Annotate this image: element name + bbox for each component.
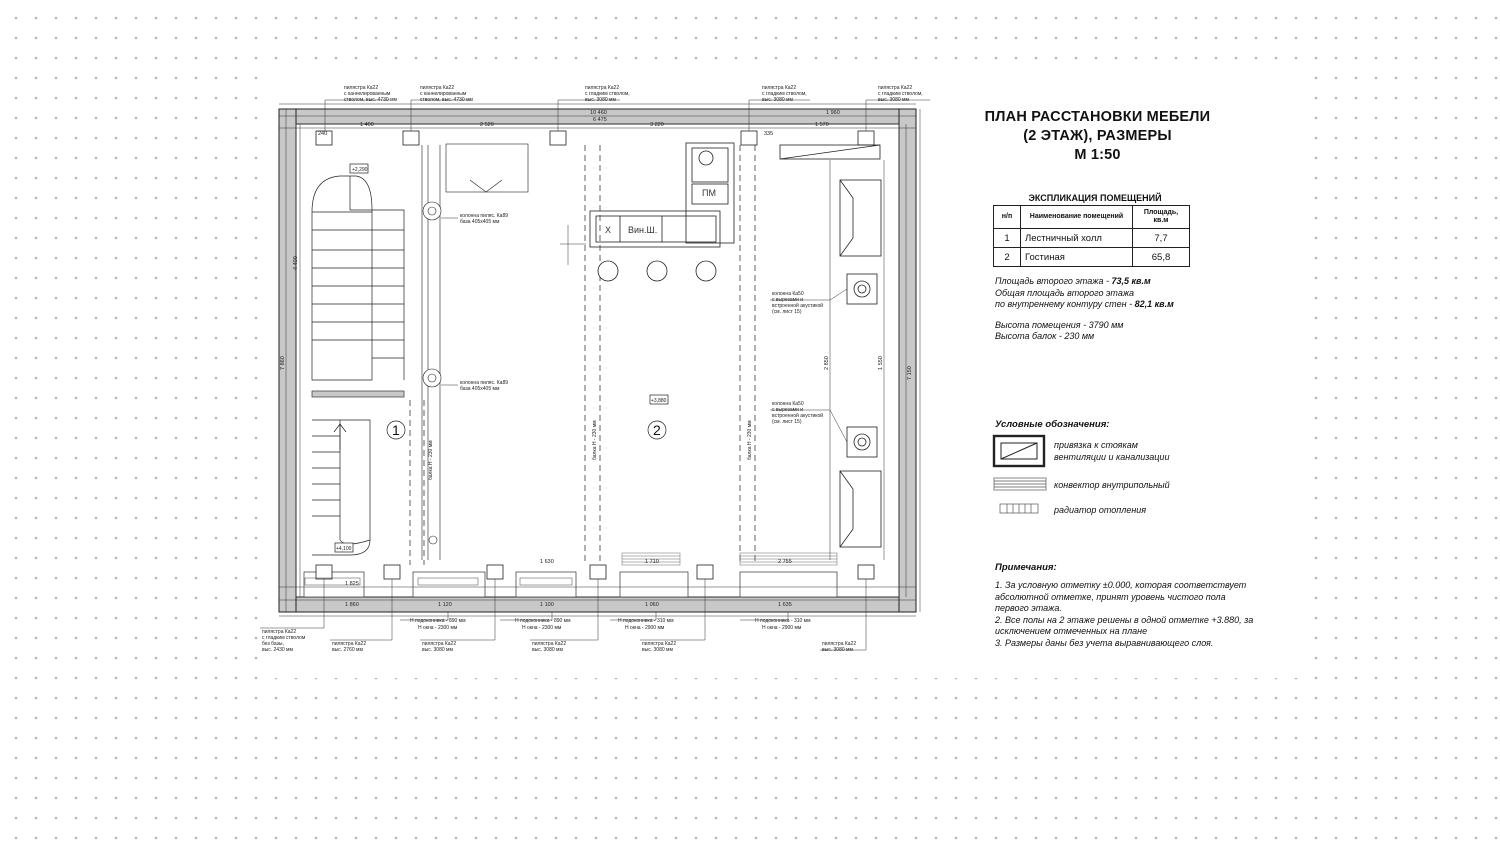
room-2-marker: 2 [653,422,661,438]
window-note-4: Н окна - 2900 мм [762,625,802,631]
row-name: Лестничный холл [1021,229,1133,248]
room-1-marker: 1 [392,422,400,438]
pilaster-note-bottom-4: пилястра Ка22 [532,641,567,647]
pilaster-note-bottom-1d: выс. 2430 мм [262,647,293,653]
pilaster-note-4b: с гладким стволом, [762,91,807,97]
header-num: н/п [994,206,1021,229]
pilaster-note-bottom-3b: выс. 3080 мм [422,647,453,653]
pilaster-note-bottom-4b: выс. 3080 мм [532,647,563,653]
dim-middle: 2 520 [480,122,494,128]
legend-item-1-line-1: привязка к стоякам [1054,440,1138,450]
sill-note-2: Н подоконника - 890 мм [515,618,571,624]
explication-table [993,205,1190,267]
beam-label-1: балка Н - 230 мм [428,440,434,480]
title-line-2: (2 ЭТАЖ), РАЗМЕРЫ [1023,128,1172,144]
pilaster-note-3b: с гладким стволом, [585,91,630,97]
pilaster-note-5: пилястра Ка22 [878,85,913,91]
column-note-right-b: колонна Ка50 [772,401,804,407]
pilaster-note-5b: с гладким стволом, [878,91,923,97]
beam-label-3: балка Н - 230 мм [747,420,753,460]
column-note-right-b2: с вырезами и [772,407,804,413]
dim-wall: 240 [318,131,328,137]
total-area-label-1: Общая площадь второго этажа [995,287,1135,298]
pilaster-note-2b: с каннелированным [420,91,467,97]
window-note-3: Н окна - 2900 мм [625,625,665,631]
column-note-right-b3: встроенной акустикой [772,413,824,419]
pilaster-note-1: пилястра Ка22 [344,85,379,91]
pilaster-note-bottom-2: пилястра Ка22 [332,641,367,647]
dim-h3: 1 550 [878,356,884,370]
staircase [312,176,404,555]
dim-h2: 2 850 [824,356,830,370]
pilaster-note-1c: стволом, выс. 4730 мм [344,97,397,103]
pilaster-note-bottom-5b: выс. 3080 мм [642,647,673,653]
column-note-mid-base: база 405х405 мм [460,386,500,392]
room-height: Высота помещения - 3790 мм [995,319,1124,330]
dishwasher-label: ПМ [702,188,716,198]
note-item-2: 2. Все полы на 2 этаже решены в одной отметке +3.880, за исключением отмеченных на плане [995,614,1254,636]
dim-mid2: 3 220 [650,122,664,128]
level-main: +3,880 [651,398,667,404]
pilasters [316,131,874,579]
dim-bottom-1: 1 825 [345,581,359,587]
notes-list [995,580,1255,649]
beam-height: Высота балок - 230 мм [995,331,1095,341]
pilaster-note-4c: выс. 3080 мм [762,97,793,103]
header-name: Наименование помещений [1021,206,1133,229]
dim-overall: 10 460 [590,110,607,116]
title-line-1: ПЛАН РАССТАНОВКИ МЕБЕЛИ [984,109,1211,125]
dim-bottom-2: 1 120 [438,602,452,608]
table-row [994,229,1190,248]
dim-bottom-6: 1 630 [540,559,554,565]
dim-left-total: 7 860 [280,356,286,370]
ventilation-riser-icon [994,436,1044,466]
row-area: 7,7 [1133,229,1190,248]
pilaster-note-bottom-1c: без базы, [262,641,284,647]
pilaster-note-bottom-6: пилястра Ка22 [822,641,857,647]
column-note-mid: колонна пиляс. Ка89 [460,380,509,386]
row-num: 2 [994,248,1021,267]
row-name: Гостиная [1021,248,1133,267]
fridge-label: Х [605,225,612,235]
dim-wall2: 335 [764,131,774,137]
table-header-row [994,206,1190,229]
floor-area-label: Площадь второго этажа - [995,276,1112,286]
window-note-1: Н окна - 2300 мм [418,625,458,631]
column-note-right-2: с вырезами и [772,297,804,303]
level-stair-top: +2,290 [352,167,368,173]
legend-title: Условные обозначения: [995,419,1110,430]
level-stair-bottom: +4,100 [336,546,352,552]
total-area-line [995,299,1174,311]
legend-item-2: конвектор внутрипольный [1054,480,1170,490]
column-note-top-base: база 405х405 мм [460,219,500,225]
kitchen-block [590,143,734,281]
area-notes [995,276,1174,343]
dim-left-part: 1 400 [360,122,374,128]
sill-note-3: Н подоконника - 310 мм [618,618,674,624]
pilaster-note-bottom-3: пилястра Ка22 [422,641,457,647]
column-note-right: колонна Ка50 [772,291,804,297]
pilaster-note-bottom-2b: выс. 2760 мм [332,647,363,653]
dim-bottom-8: 2 755 [778,559,792,565]
dim-bottom-3: 1 100 [540,602,554,608]
pilaster-note-3c: выс. 3080 мм [585,97,616,103]
beams [410,145,755,565]
dim-right-total: 1 960 [826,110,840,116]
note-item-3: 3. Размеры даны без учета выравнивающего слоя. [995,637,1214,648]
legend-item-1 [1054,440,1169,463]
column-note-right-3: встроенной акустикой [772,303,824,309]
floor-area-line [995,276,1174,288]
pilaster-note-bottom-6b: выс. 3080 мм [822,647,853,653]
note-item-1: 1. За условную отметку ±0.000, которая соответствует абсолютной отметке, принят уровень чистого пола первого этажа. [995,580,1247,613]
floor-convector-icon [994,478,1046,490]
sill-note-4: Н подоконника - 310 мм [755,618,811,624]
dim-bottom-5: 1 635 [778,602,792,608]
pilaster-note-bottom-5: пилястра Ка22 [642,641,677,647]
header-area: Площадь, кв.м [1133,206,1190,229]
dim-span: 6 475 [593,117,607,123]
total-area-label-2: по внутреннему контуру стен - [995,299,1135,309]
pilaster-note-1b: с каннелированным [344,91,391,97]
row-num: 1 [994,229,1021,248]
outer-walls [279,109,916,612]
pilaster-note-5c: выс. 3080 мм [878,97,909,103]
dim-h1: 4 400 [293,256,299,270]
notes-title: Примечания: [995,562,1057,573]
row-area: 65,8 [1133,248,1190,267]
explication-title: ЭКСПЛИКАЦИЯ ПОМЕЩЕНИЙ [1028,193,1162,203]
legend-icons [992,432,1052,522]
beam-label-2: балка Н - 230 мм [592,420,598,460]
legend-item-3: радиатор отопления [1054,505,1147,515]
dim-bottom-9: 1 860 [345,602,359,608]
dim-right-total-side: 7 150 [907,366,913,380]
dim-right-part: 1 570 [815,122,829,128]
pilaster-note-bottom-1: пилястра Ка22 [262,629,297,635]
pilaster-note-3: пилястра Ка22 [585,85,620,91]
table-row [994,248,1190,267]
window-note-2: Н окна - 2300 мм [522,625,562,631]
drawing-title [975,108,1220,165]
pilaster-note-2c: стволом, выс. 4730 мм [420,97,473,103]
dim-bottom-7: 1 710 [645,559,659,565]
column-note-top: колонна пиляс. Ка89 [460,213,509,219]
legend-item-1-line-2: вентиляции и канализации [1054,451,1170,462]
column-note-right-b4: (см. лист 15) [772,419,802,425]
floor-area-value: 73,5 кв.м [1111,276,1151,286]
dim-bottom-4: 1 060 [645,602,659,608]
sill-note-1: Н подоконника - 890 мм [410,618,466,624]
pilaster-note-bottom-1b: с гладким стволом [262,635,306,641]
total-area-value: 82,1 кв.м [1134,299,1174,309]
pilaster-note-4: пилястра Ка22 [762,85,797,91]
wine-cabinet-label: Вин.Ш. [628,225,658,235]
title-scale: М 1:50 [1074,147,1121,163]
radiator-icon [1000,504,1038,513]
pilaster-note-2: пилястра Ка22 [420,85,455,91]
right-furniture [780,145,881,547]
column-note-right-4: (см. лист 15) [772,309,802,315]
